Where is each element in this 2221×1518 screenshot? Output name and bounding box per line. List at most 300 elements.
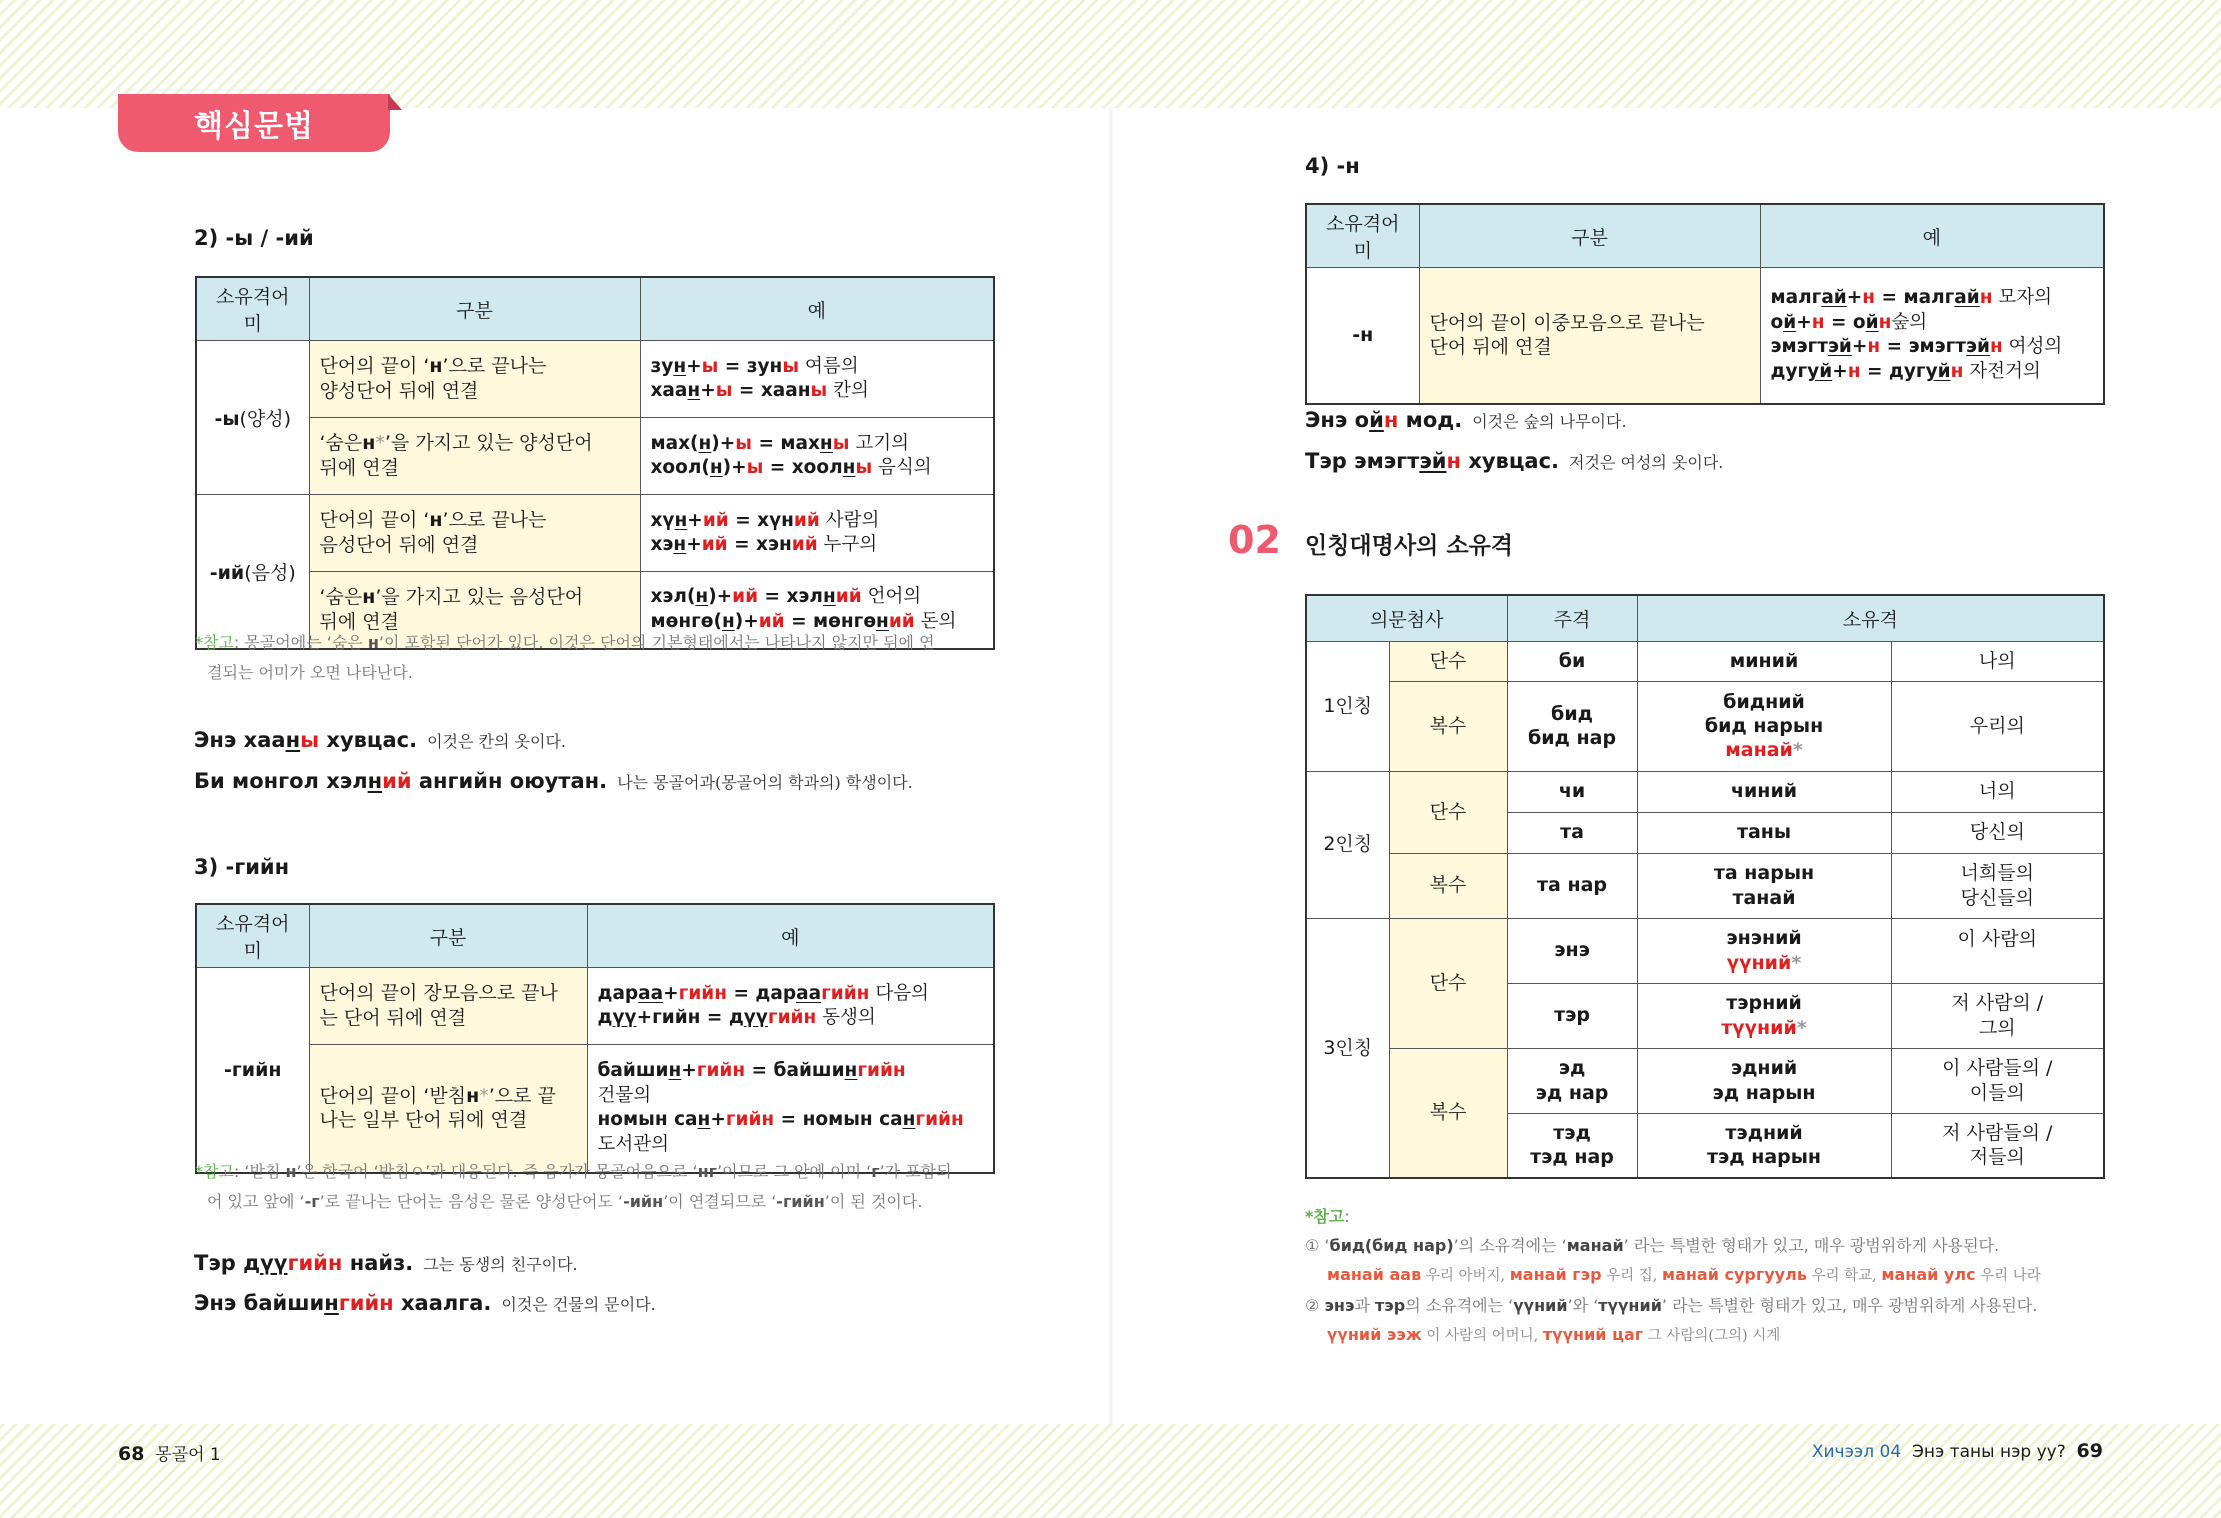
desc-cell bbox=[309, 418, 640, 495]
ex-part: + bbox=[1846, 287, 1863, 309]
ex-part: мөнгө( bbox=[650, 610, 722, 632]
ex-part: хаа bbox=[650, 380, 688, 401]
header-example: 예 bbox=[587, 904, 994, 968]
desc-text: 뒤에 연결 bbox=[319, 457, 399, 479]
suffix-y-ko: (양성) bbox=[239, 408, 292, 430]
note-highlight: түүний цаг bbox=[1542, 1325, 1644, 1344]
ex-gloss: 음식의 bbox=[872, 457, 932, 478]
number-singular: 단수 bbox=[1389, 641, 1507, 681]
desc-cell bbox=[309, 341, 640, 418]
desc-text: 는 단어 뒤에 연결 bbox=[319, 1007, 467, 1029]
example-sentence bbox=[194, 1251, 578, 1275]
number-plural: 복수 bbox=[1389, 1048, 1507, 1178]
ex-part: ы bbox=[832, 432, 850, 454]
korean-gloss: 너의 bbox=[1891, 771, 2104, 812]
note-bold: бид(бид нар) bbox=[1329, 1236, 1454, 1255]
ex-part: малг bbox=[1770, 287, 1822, 309]
note-text: : ‘받침 bbox=[233, 1162, 286, 1181]
nominative-cell bbox=[1507, 1048, 1637, 1113]
ex-part: о bbox=[1770, 311, 1784, 333]
sent-part: н bbox=[285, 728, 301, 752]
note-bold: г bbox=[871, 1162, 880, 1181]
note-highlight: манай аав bbox=[1327, 1265, 1422, 1284]
sent-part: Энэ байши bbox=[194, 1291, 325, 1315]
genitive-cell: чиний bbox=[1637, 771, 1891, 812]
ex-part: ай bbox=[1954, 287, 1980, 309]
ex-part: ы bbox=[810, 380, 828, 401]
gen-form: тэрний bbox=[1726, 992, 1802, 1015]
desc-text: ’으로 끝나는 bbox=[442, 355, 547, 378]
genitive-cell bbox=[1637, 1113, 1891, 1178]
genitive-cell bbox=[1637, 681, 1891, 771]
desc-n: н bbox=[362, 432, 376, 455]
suffix-ii: -ий bbox=[209, 561, 245, 584]
example-cell bbox=[640, 418, 994, 495]
note-gloss: 그 사람의(그의) 시계 bbox=[1643, 1328, 1781, 1344]
ex-gloss: 여성의 bbox=[2002, 336, 2063, 358]
ex-part: эй bbox=[1966, 336, 1990, 358]
suffix-y-cell bbox=[196, 341, 309, 495]
number-plural: 복수 bbox=[1389, 853, 1507, 918]
header-genitive: 소유격 bbox=[1637, 595, 2104, 641]
page-number: 68 bbox=[118, 1443, 145, 1465]
ex-part: н bbox=[1867, 336, 1881, 358]
note-bold: н bbox=[367, 633, 379, 652]
note-star: *참고 bbox=[195, 633, 234, 652]
number-plural: 복수 bbox=[1389, 681, 1507, 771]
note-text: 어 있고 앞에 ‘ bbox=[207, 1192, 305, 1212]
nominative-cell: та нар bbox=[1507, 853, 1637, 918]
sent-part: гийн bbox=[338, 1291, 394, 1315]
gen-form-special: үүний bbox=[1726, 951, 1792, 974]
ex-part: гийн bbox=[821, 982, 870, 1004]
desc-text: 단어의 끝이 ‘ bbox=[319, 509, 430, 532]
korean-gloss bbox=[1891, 983, 2104, 1048]
sent-part: хаалга. bbox=[393, 1291, 492, 1315]
pronoun-note bbox=[1305, 1202, 2041, 1351]
note-highlight: үүний ээж bbox=[1327, 1325, 1422, 1344]
ex-part: зу bbox=[650, 355, 674, 377]
header-example: 예 bbox=[640, 277, 994, 341]
example-cell bbox=[587, 968, 994, 1045]
section-tab: 핵심문법 bbox=[118, 94, 390, 152]
desc-text: ‘숨은 bbox=[319, 432, 363, 455]
header-person: 의문첨사 bbox=[1306, 595, 1507, 641]
sent-part: ангийн оюутан. bbox=[411, 769, 608, 793]
nom-form: бид bbox=[1551, 702, 1593, 725]
nominative-cell: би bbox=[1507, 641, 1637, 681]
ko-text: 저 사람의 / bbox=[1951, 992, 2044, 1015]
gen-star: * bbox=[1791, 951, 1802, 974]
ko-text: 당신들의 bbox=[1960, 886, 2034, 909]
desc-cell bbox=[1419, 268, 1760, 404]
section-02-title: 인칭대명사의 소유격 bbox=[1305, 533, 1513, 559]
example-sentence bbox=[194, 1291, 656, 1315]
desc-text: 단어의 끝이 ‘받침 bbox=[319, 1084, 467, 1107]
ex-part: н bbox=[687, 380, 701, 401]
ex-part: + bbox=[687, 509, 703, 531]
ex-part: = хүн bbox=[728, 509, 794, 531]
ex-part: эмэгт bbox=[1770, 336, 1828, 358]
ex-part: = малг bbox=[1875, 287, 1955, 309]
nominative-cell bbox=[1507, 681, 1637, 771]
ex-part: )+ bbox=[711, 432, 736, 454]
desc-text: 나는 일부 단어 뒤에 연결 bbox=[319, 1109, 528, 1132]
ko-text: 저들의 bbox=[1969, 1146, 2025, 1169]
header-suffix: 소유격어미 bbox=[196, 904, 309, 968]
nom-form: эд bbox=[1558, 1057, 1586, 1080]
example-sentence bbox=[194, 769, 913, 793]
gen-form: тэд нарын bbox=[1706, 1146, 1822, 1169]
ex-part: ий bbox=[791, 534, 818, 555]
note-text: ’ 라는 특별한 형태가 있고, 매우 광범위하게 사용된다. bbox=[1623, 1236, 2000, 1255]
note-star: *참고 bbox=[195, 1162, 234, 1181]
section-3-title: 3) -гийн bbox=[194, 855, 290, 879]
korean-gloss bbox=[1891, 1048, 2104, 1113]
note-bold: энэ bbox=[1324, 1296, 1355, 1315]
ex-part: ы bbox=[855, 457, 873, 478]
desc-star: * bbox=[479, 1084, 489, 1107]
person-3: 3인칭 bbox=[1306, 918, 1389, 1178]
sent-part: й bbox=[1369, 408, 1384, 432]
ex-part: хоол( bbox=[650, 457, 710, 478]
ko-text: 너희들의 bbox=[1960, 862, 2034, 885]
note-text: ’가 포함되 bbox=[879, 1162, 952, 1181]
nominative-cell bbox=[1507, 1113, 1637, 1178]
ex-part: = хаан bbox=[732, 380, 811, 401]
ex-part: хэл( bbox=[650, 586, 696, 608]
example-cell bbox=[587, 1045, 994, 1173]
ex-part: гийн bbox=[696, 1060, 746, 1082]
section-4-title: 4) -н bbox=[1305, 154, 1360, 178]
sent-translation: 그는 동생의 친구이다. bbox=[423, 1255, 578, 1274]
note-text: 결되는 어미가 오면 나타난다. bbox=[207, 663, 413, 683]
korean-gloss: 우리의 bbox=[1891, 681, 2104, 771]
sent-part: н bbox=[1446, 449, 1462, 473]
ex-part: н bbox=[695, 586, 709, 608]
ex-gloss: 다음의 bbox=[869, 982, 929, 1004]
note-text: ’이 포함된 단어가 있다. 이것은 단어의 기본형태에서는 나타나지 않지만 뒤에 연 bbox=[378, 633, 935, 652]
desc-text: 단어의 끝이 이중모음으로 끝나는 bbox=[1429, 311, 1705, 334]
note-text: ’이 연결되므로 ‘ bbox=[663, 1192, 777, 1212]
ex-part: н bbox=[902, 1109, 916, 1131]
sent-part: хувцас. bbox=[319, 728, 418, 752]
ex-part: + bbox=[1832, 360, 1848, 382]
desc-n: н bbox=[429, 355, 443, 378]
ex-gloss: 칸의 bbox=[827, 380, 869, 401]
table-giin bbox=[195, 903, 995, 1174]
ex-gloss: 동생의 bbox=[816, 1007, 876, 1028]
ex-part: + bbox=[700, 380, 716, 401]
ex-part: +гийн = д bbox=[636, 1007, 744, 1028]
ex-part: = хэн bbox=[727, 534, 792, 555]
gen-form: та нарын bbox=[1713, 862, 1815, 885]
note-text: : bbox=[1344, 1207, 1350, 1226]
note-text: : 몽골어에는 ‘숨은 bbox=[233, 633, 368, 652]
sent-part: Тэр эмэгт bbox=[1305, 449, 1420, 473]
sent-part: Би монгол хэл bbox=[194, 769, 368, 793]
ex-part: д bbox=[597, 1007, 613, 1028]
ex-part: ы bbox=[701, 355, 719, 377]
desc-n: н bbox=[429, 509, 443, 532]
footer-right bbox=[1812, 1440, 2103, 1462]
person-1: 1인칭 bbox=[1306, 641, 1389, 771]
note-bold: -гийн bbox=[776, 1192, 825, 1212]
example-cell bbox=[640, 495, 994, 572]
ex-part: үү bbox=[612, 1007, 637, 1028]
ex-part: ий bbox=[701, 534, 728, 555]
header-category: 구분 bbox=[309, 277, 640, 341]
gen-form: бидний bbox=[1723, 690, 1805, 713]
ex-gloss: 건물의 bbox=[597, 1084, 652, 1106]
note-bold: -г bbox=[304, 1192, 320, 1212]
ex-part: гийн bbox=[678, 982, 728, 1004]
ex-part: ы bbox=[746, 457, 764, 478]
desc-text: 단어 뒤에 연결 bbox=[1429, 336, 1552, 359]
example-cell bbox=[1760, 268, 2104, 404]
gen-form: танай bbox=[1732, 886, 1796, 909]
header-nominative: 주격 bbox=[1507, 595, 1637, 641]
section-number: 02 bbox=[1228, 518, 1281, 562]
ex-part: )+ bbox=[722, 457, 747, 478]
desc-text: ‘숨은 bbox=[319, 586, 363, 609]
ex-gloss: 숲의 bbox=[1891, 311, 1928, 333]
sent-part: Энэ хаа bbox=[194, 728, 286, 752]
note-star: *참고 bbox=[1305, 1207, 1345, 1226]
note-batchim bbox=[195, 1157, 1015, 1218]
note-hidden-n bbox=[195, 628, 1005, 689]
ex-part: байши bbox=[597, 1060, 669, 1082]
gen-form: тэдний bbox=[1725, 1121, 1803, 1144]
ex-gloss: 여름의 bbox=[799, 355, 859, 377]
header-category: 구분 bbox=[309, 904, 587, 968]
note-highlight: манай улс bbox=[1881, 1265, 1976, 1284]
ex-gloss: 자전거의 bbox=[1963, 360, 2041, 382]
sent-part: н bbox=[1383, 408, 1399, 432]
note-bold: үүний bbox=[1513, 1296, 1568, 1315]
ex-part: гийн bbox=[767, 1007, 817, 1028]
note-gloss: 우리 집, bbox=[1601, 1268, 1662, 1284]
ex-part: гийн bbox=[915, 1109, 964, 1131]
ex-part: ий bbox=[702, 509, 729, 531]
gen-form: эдний bbox=[1730, 1057, 1798, 1080]
ex-part: н bbox=[709, 457, 723, 478]
ex-part: й bbox=[1865, 311, 1879, 333]
lesson-title: Энэ таны нэр уу? bbox=[1911, 1442, 2066, 1462]
desc-text: ’을 가지고 있는 양성단어 bbox=[384, 432, 593, 455]
ex-part: = хэл bbox=[758, 586, 823, 608]
ex-part: эй bbox=[1827, 336, 1852, 358]
sent-part: мод. bbox=[1398, 408, 1463, 432]
person-2: 2인칭 bbox=[1306, 771, 1389, 918]
nominative-cell: та bbox=[1507, 812, 1637, 853]
ex-part: уй bbox=[1925, 360, 1951, 382]
nominative-cell: энэ bbox=[1507, 918, 1637, 983]
ex-part: дар bbox=[597, 982, 639, 1004]
note-highlight: манай гэр bbox=[1509, 1265, 1602, 1284]
section-tab-flap bbox=[388, 94, 402, 110]
sent-part: Энэ о bbox=[1305, 408, 1370, 432]
note-text: ’이므로 그 안에 이미 ‘ bbox=[717, 1162, 872, 1181]
note-gloss: 이 사람의 어머니, bbox=[1421, 1328, 1543, 1344]
nominative-cell: тэр bbox=[1507, 983, 1637, 1048]
ex-part: н bbox=[844, 1060, 858, 1082]
nom-form: эд нар bbox=[1535, 1081, 1609, 1104]
ex-part: хү bbox=[650, 509, 675, 531]
ex-part: н bbox=[1950, 360, 1964, 382]
ex-part: н bbox=[876, 610, 889, 632]
ex-part: ы bbox=[782, 355, 800, 377]
note-text: 과 bbox=[1354, 1296, 1376, 1315]
ko-text: 이 사람들의 / bbox=[1942, 1057, 2053, 1080]
header-example: 예 bbox=[1760, 204, 2104, 268]
ex-part: = номын са bbox=[774, 1109, 903, 1131]
sent-part: гийн bbox=[287, 1251, 343, 1275]
ex-part: гийн bbox=[725, 1109, 775, 1131]
ex-gloss: 누구의 bbox=[817, 534, 878, 555]
ex-part: = байши bbox=[745, 1060, 845, 1082]
note-text: 의 소유격에는 ‘ bbox=[1405, 1296, 1514, 1315]
desc-text: 음성단어 뒤에 연결 bbox=[319, 534, 479, 556]
ex-part: ий bbox=[732, 586, 759, 608]
ex-part: = эмэгт bbox=[1880, 336, 1967, 358]
korean-gloss: 나의 bbox=[1891, 641, 2104, 681]
ex-part: номын са bbox=[597, 1109, 698, 1131]
note-highlight: манай сургууль bbox=[1662, 1265, 1807, 1284]
example-sentence bbox=[1305, 408, 1627, 432]
ex-part: н bbox=[1811, 311, 1825, 333]
note-bold: манай bbox=[1566, 1236, 1624, 1255]
desc-cell bbox=[309, 1045, 587, 1173]
ex-part: = о bbox=[1824, 311, 1866, 333]
gen-form: эд нарын bbox=[1712, 1081, 1816, 1104]
header-suffix: 소유격어미 bbox=[196, 277, 309, 341]
ex-part: н bbox=[819, 432, 833, 454]
desc-cell bbox=[309, 495, 640, 572]
genitive-cell bbox=[1637, 1048, 1891, 1113]
nominative-cell: чи bbox=[1507, 771, 1637, 812]
sent-part: найз. bbox=[342, 1251, 414, 1275]
lesson-label: Хичээл 04 bbox=[1811, 1442, 1902, 1462]
ex-part: дуг bbox=[1770, 360, 1808, 382]
ex-part: уй bbox=[1807, 360, 1833, 382]
genitive-cell bbox=[1637, 983, 1891, 1048]
korean-gloss: 이 사람의 bbox=[1891, 918, 2104, 983]
korean-gloss bbox=[1891, 853, 2104, 918]
ex-part: н bbox=[698, 432, 712, 454]
footer-left bbox=[118, 1440, 221, 1465]
ex-gloss: 모자의 bbox=[1992, 287, 2053, 309]
sent-part: ы bbox=[300, 728, 320, 752]
desc-text: 단어의 끝이 ‘ bbox=[319, 355, 430, 378]
desc-text: ’을 가지고 있는 음성단어 bbox=[375, 586, 584, 609]
ex-part: н bbox=[721, 610, 735, 632]
ex-part: + bbox=[686, 534, 702, 555]
sent-part: н bbox=[324, 1291, 339, 1315]
note-text: ① ‘ bbox=[1305, 1236, 1330, 1255]
ex-part: = зун bbox=[718, 355, 783, 377]
nom-form: тэд нар bbox=[1530, 1146, 1614, 1169]
ex-part: = хоол bbox=[763, 457, 843, 478]
ex-part: = мах bbox=[752, 432, 820, 454]
desc-text: 양성단어 뒤에 연결 bbox=[319, 380, 479, 402]
genitive-cell bbox=[1637, 853, 1891, 918]
ex-part: = мөнгө bbox=[784, 610, 877, 632]
note-text: ’의 소유격에는 ‘ bbox=[1453, 1236, 1567, 1255]
suffix-y: -ы bbox=[214, 408, 240, 430]
suffix-giin: -гийн bbox=[196, 968, 309, 1173]
ex-part: н bbox=[1878, 311, 1892, 333]
desc-text: ’으로 끝나는 bbox=[442, 509, 547, 532]
ex-part: н bbox=[1979, 287, 1993, 309]
ex-part: ий bbox=[793, 509, 820, 531]
ex-part: ай bbox=[1821, 287, 1847, 309]
table-n bbox=[1305, 203, 2105, 405]
ex-part: н bbox=[673, 355, 687, 377]
desc-text: 단어의 끝이 장모음으로 끝나 bbox=[319, 982, 558, 1005]
number-singular: 단수 bbox=[1389, 771, 1507, 853]
ex-part: аа bbox=[796, 982, 822, 1004]
sent-part: үү bbox=[260, 1251, 288, 1275]
genitive-cell: таны bbox=[1637, 812, 1891, 853]
nom-form: бид нар bbox=[1527, 727, 1617, 749]
ex-part: й bbox=[1783, 311, 1797, 333]
book-title: 몽골어 1 bbox=[155, 1445, 221, 1465]
note-bold: -ийн bbox=[623, 1192, 664, 1212]
desc-star: * bbox=[375, 432, 385, 455]
ex-part: үү bbox=[743, 1007, 768, 1028]
ex-part: + bbox=[710, 1109, 726, 1131]
ex-part: )+ bbox=[708, 586, 733, 608]
ex-part: н bbox=[674, 509, 688, 531]
nom-form: тэд bbox=[1553, 1121, 1591, 1144]
gen-form-special: түүний bbox=[1721, 1016, 1797, 1039]
gen-star: * bbox=[1796, 1016, 1807, 1039]
ko-text: 이들의 bbox=[1969, 1081, 2025, 1104]
page-number: 69 bbox=[2076, 1440, 2103, 1462]
example-cell bbox=[640, 341, 994, 418]
page-gutter bbox=[1108, 108, 1114, 1424]
ex-part: + bbox=[681, 1060, 697, 1082]
ex-part: = дуг bbox=[1860, 360, 1926, 382]
sent-part: ий bbox=[382, 769, 412, 793]
ex-gloss: 언어의 bbox=[861, 586, 922, 608]
ex-part: хэ bbox=[650, 534, 674, 555]
suffix-n: -н bbox=[1306, 268, 1419, 404]
suffix-ii-ko: (음성) bbox=[244, 561, 296, 584]
sent-translation: 이것은 칸의 옷이다. bbox=[427, 732, 566, 751]
sent-translation: 저것은 여성의 옷이다. bbox=[1569, 453, 1724, 472]
ex-part: н bbox=[668, 1060, 682, 1082]
ex-part: н bbox=[1847, 360, 1861, 382]
sent-translation: 나는 몽골어과(몽골어의 학과의) 학생이다. bbox=[617, 773, 913, 792]
ex-gloss: 돈의 bbox=[914, 610, 957, 632]
ex-part: )+ bbox=[734, 610, 759, 632]
ex-part: н bbox=[822, 586, 836, 608]
example-sentence bbox=[194, 728, 566, 752]
ex-part: н bbox=[1862, 287, 1876, 309]
number-singular: 단수 bbox=[1389, 918, 1507, 1048]
korean-gloss bbox=[1891, 1113, 2104, 1178]
ex-gloss: 고기의 bbox=[849, 432, 909, 454]
note-text: ’ 라는 특별한 형태가 있고, 매우 광범위하게 사용된다. bbox=[1661, 1296, 2038, 1315]
note-bold: н bbox=[285, 1162, 297, 1181]
ex-gloss: 사람의 bbox=[819, 509, 880, 531]
ex-part: гийн bbox=[857, 1060, 906, 1082]
note-gloss: 우리 나라 bbox=[1975, 1268, 2041, 1284]
genitive-cell bbox=[1637, 918, 1891, 983]
ex-part: н bbox=[842, 457, 856, 478]
